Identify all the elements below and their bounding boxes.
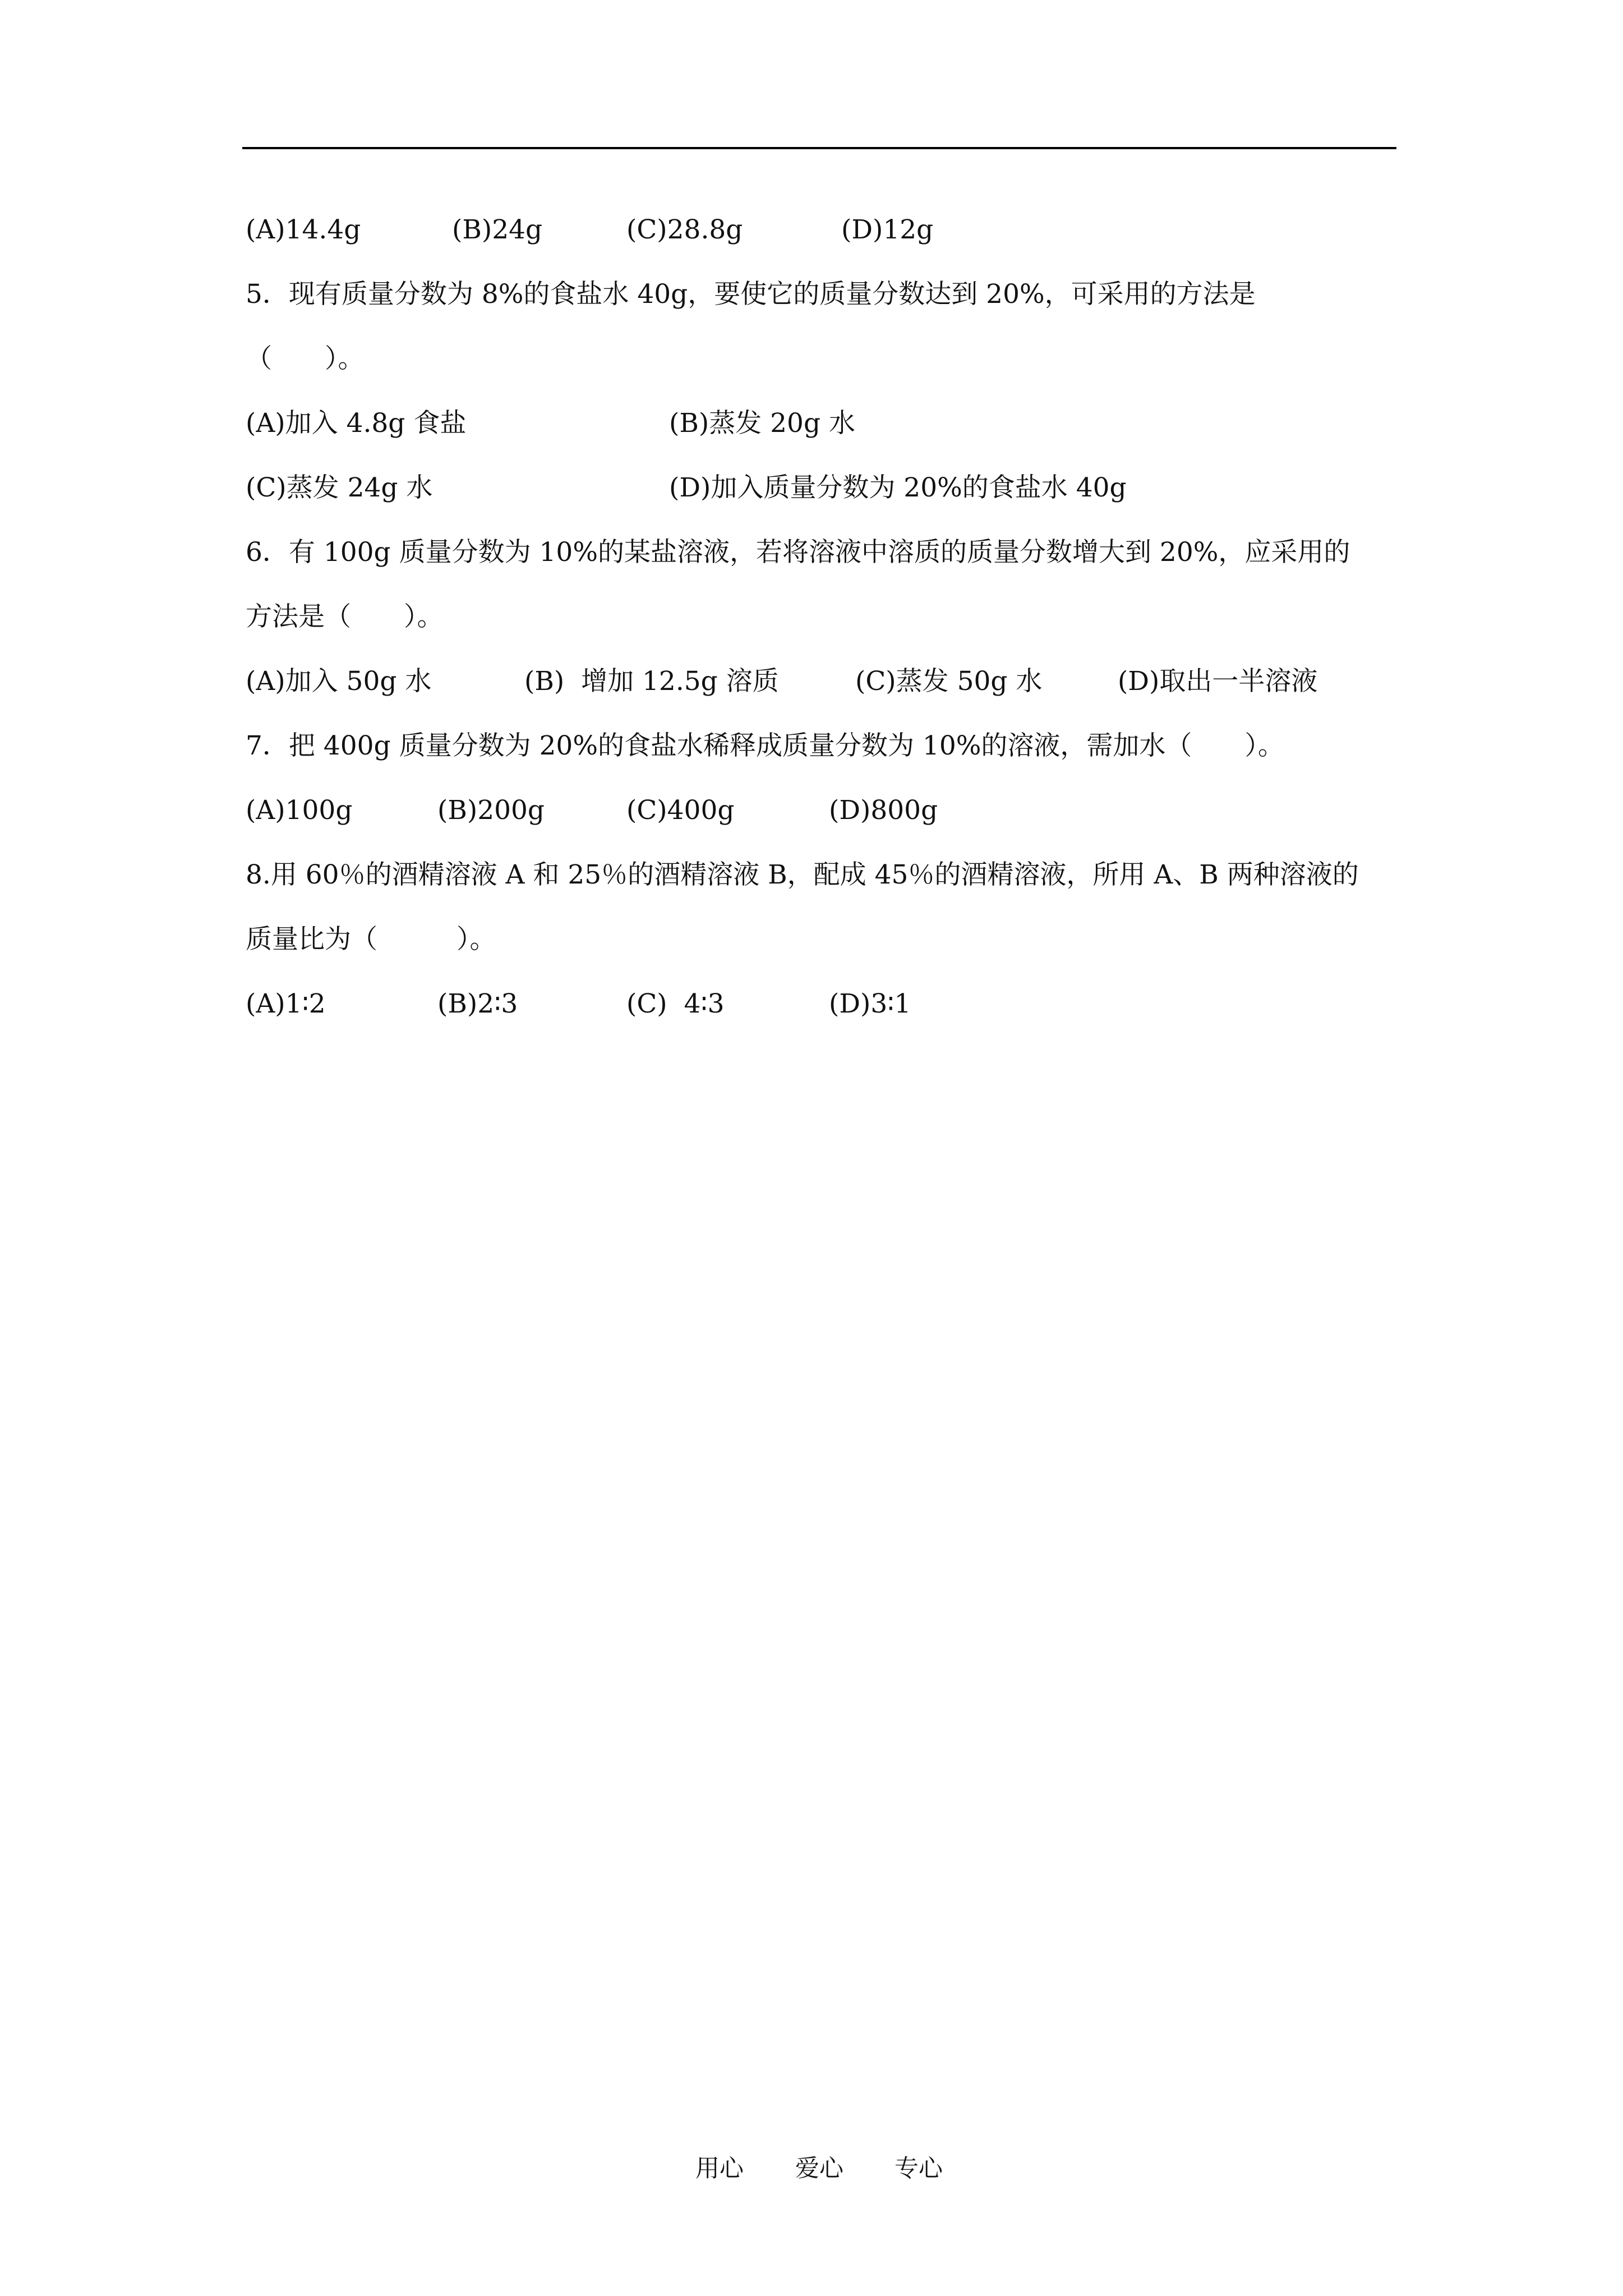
q6-option-b: (B) 增加 12.5g 溶质 <box>524 666 779 697</box>
q4-option-a: (A)14.4g <box>246 214 361 245</box>
q4-option-d: (D)12g <box>841 214 934 245</box>
q8-stem-line2: 质量比为（ ）。 <box>246 924 496 955</box>
q6-option-a: (A)加入 50g 水 <box>246 666 432 697</box>
q5-stem-line1: 5．现有质量分数为 8%的食盐水 40g，要使它的质量分数达到 20%，可采用的方法是 <box>246 279 1256 310</box>
q5-option-b: (B)蒸发 20g 水 <box>669 408 855 439</box>
q7-option-b: (B)200g <box>437 795 545 826</box>
q6-stem-line1: 6．有 100g 质量分数为 10%的某盐溶液，若将溶液中溶质的质量分数增大到 20%，应采用的 <box>246 537 1350 568</box>
q7-stem-line1: 7．把 400g 质量分数为 20%的食盐水稀释成质量分数为 10%的溶液，需加水（ ）。 <box>246 730 1284 761</box>
footer-item-3: 专心 <box>895 2155 943 2183</box>
q8-option-b: (B)2∶3 <box>437 988 518 1019</box>
q4-option-b: (B)24g <box>452 214 543 245</box>
q4-option-c: (C)28.8g <box>626 214 743 245</box>
q6-stem-line2: 方法是（ ）。 <box>246 601 444 632</box>
footer-item-1: 用心 <box>695 2155 744 2183</box>
q8-option-c: (C) 4∶3 <box>626 988 725 1019</box>
q5-option-c: (C)蒸发 24g 水 <box>246 472 433 503</box>
q6-option-d: (D)取出一半溶液 <box>1118 666 1318 697</box>
q7-option-d: (D)800g <box>829 795 938 826</box>
q5-stem-line2: （ ）。 <box>246 343 365 374</box>
header-rule <box>242 147 1396 149</box>
q6-option-c: (C)蒸发 50g 水 <box>855 666 1043 697</box>
q8-option-d: (D)3∶1 <box>829 988 911 1019</box>
q8-stem-line1: 8.用 60％的酒精溶液 A 和 25％的酒精溶液 B，配成 45％的酒精溶液，所用 A、B 两种溶液的 <box>246 859 1359 890</box>
q5-option-a: (A)加入 4.8g 食盐 <box>246 408 467 439</box>
footer-item-2: 爱心 <box>795 2155 843 2183</box>
q8-option-a: (A)1∶2 <box>246 988 326 1019</box>
q7-option-a: (A)100g <box>246 795 353 826</box>
q7-option-c: (C)400g <box>626 795 735 826</box>
q5-option-d: (D)加入质量分数为 20%的食盐水 40g <box>669 472 1127 503</box>
